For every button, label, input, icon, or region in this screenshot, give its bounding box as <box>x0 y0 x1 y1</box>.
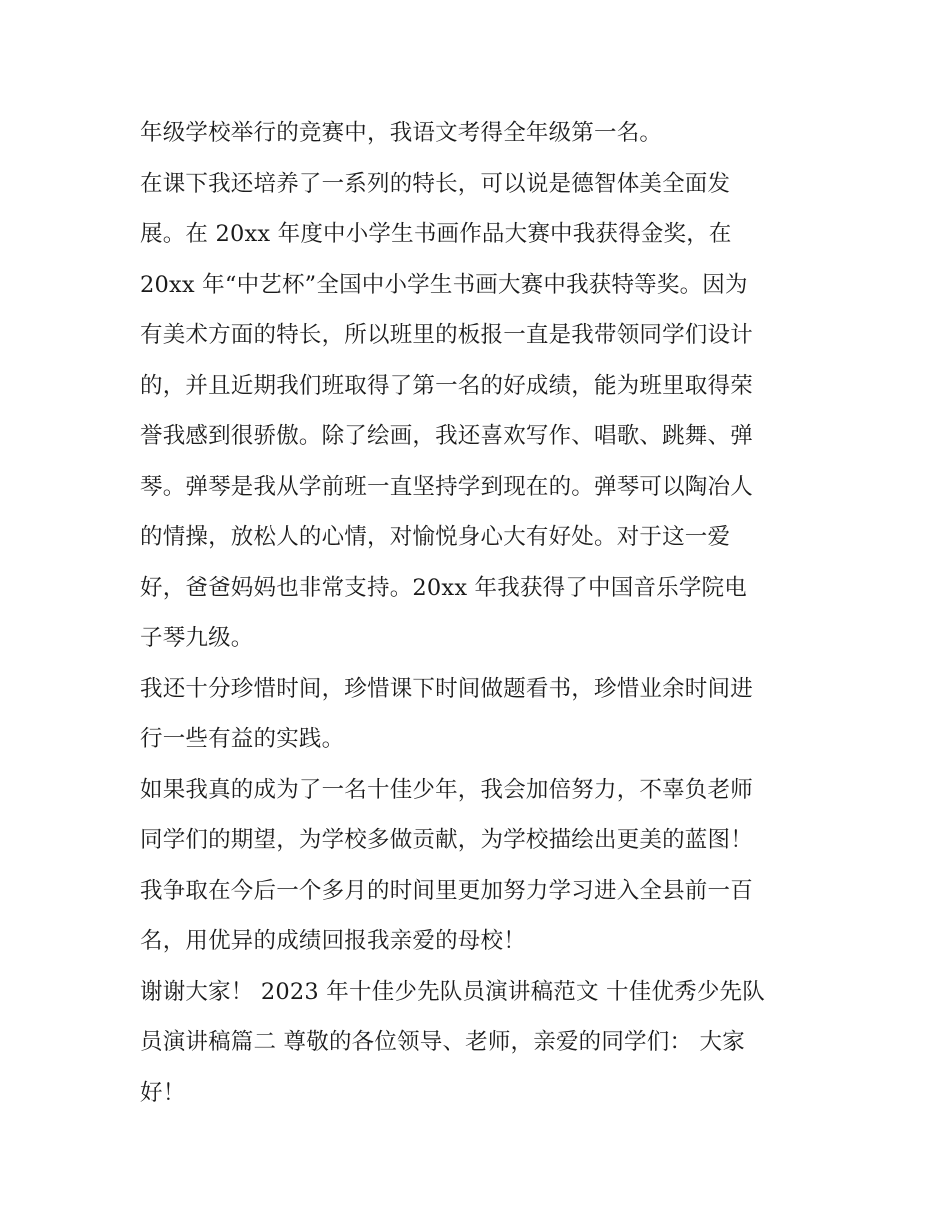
text-line: 名，用优异的成绩回报我亲爱的母校！ <box>140 928 526 954</box>
text-line: 誉我感到很骄傲。除了绘画，我还喜欢写作、唱歌、跳舞、弹 <box>140 423 753 449</box>
text-line: 的，并且近期我们班取得了第一名的好成绩，能为班里取得荣 <box>140 372 753 399</box>
text-line: 在课下我还培养了一系列的特长，可以说是德智体美全面发 <box>140 170 731 197</box>
text-line: 谢谢大家！ 2023 年十佳少先队员演讲稿范文 十佳优秀少先队 <box>140 978 765 1005</box>
text-line: 20xx 年“中艺杯”全国中小学生书画大赛中我获特等奖。因为 <box>140 271 748 298</box>
text-line: 行一些有益的实践。 <box>140 726 345 752</box>
text-line: 好，爸爸妈妈也非常支持。20xx 年我获得了中国音乐学院电 <box>140 574 747 601</box>
text-line: 好！ <box>140 1079 186 1106</box>
text-line: 我还十分珍惜时间，珍惜课下时间做题看书，珍惜业余时间进 <box>140 675 753 702</box>
text-line: 年级学校举行的竞赛中，我语文考得全年级第一名。 <box>140 120 663 146</box>
text-line: 我争取在今后一个多月的时间里更加努力学习进入全县前一百 <box>140 877 753 904</box>
text-line: 子琴九级。 <box>140 625 254 651</box>
text-line: 如果我真的成为了一名十佳少年，我会加倍努力，不辜负老师 <box>140 776 753 803</box>
text-line: 琴。弹琴是我从学前班一直坚持学到现在的。弹琴可以陶冶人 <box>140 473 753 500</box>
text-line: 同学们的期望，为学校多做贡献，为学校描绘出更美的蓝图！ <box>140 827 753 853</box>
text-line: 有美术方面的特长，所以班里的板报一直是我带领同学们设计 <box>140 322 753 348</box>
text-line: 的情操，放松人的心情，对愉悦身心大有好处。对于这一爱 <box>140 524 731 550</box>
document-body <box>140 108 815 1118</box>
text-line: 员演讲稿篇二 尊敬的各位领导、老师，亲爱的同学们： 大家 <box>140 1029 745 1055</box>
text-line: 展。在 20xx 年度中小学生书画作品大赛中我获得金奖，在 <box>140 221 732 247</box>
